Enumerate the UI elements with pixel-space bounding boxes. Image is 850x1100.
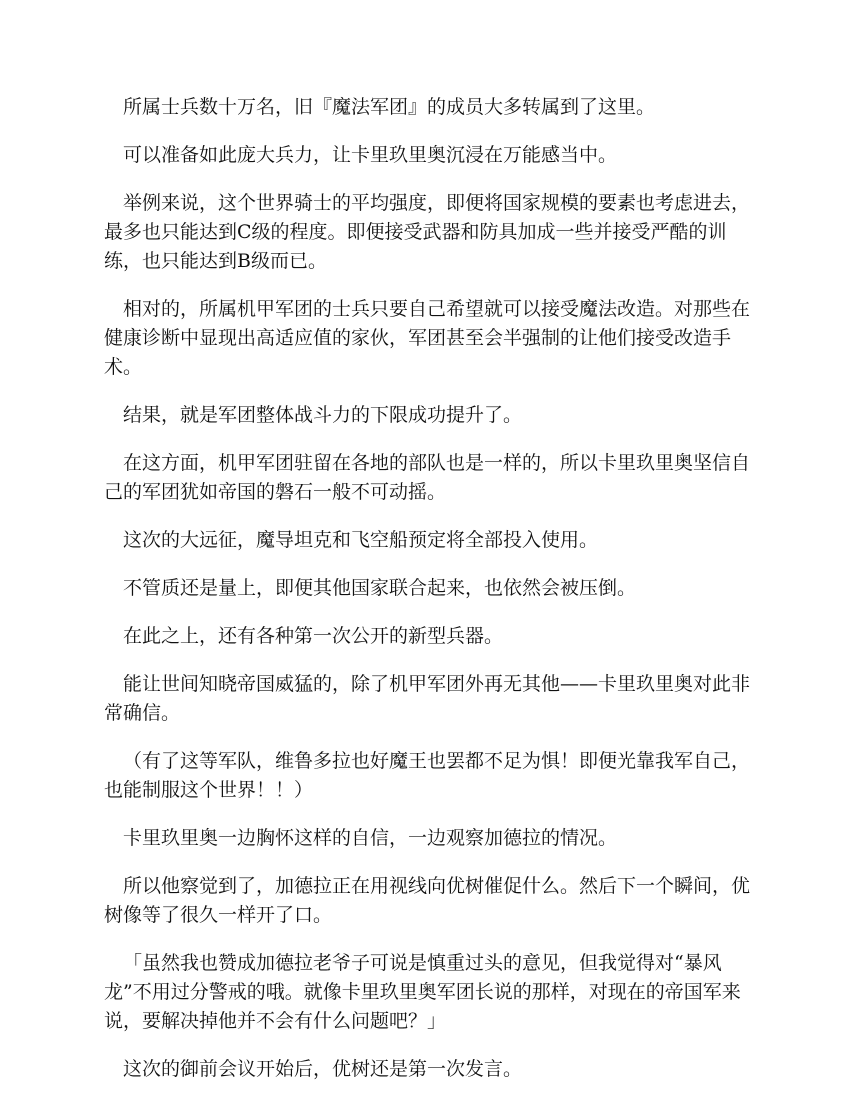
paragraph: （有了这等军队，维鲁多拉也好魔王也罢都不足为惧！即便光靠我军自己，也能制服这个世界！！） <box>104 750 751 801</box>
paragraph: 可以准备如此庞大兵力，让卡里玖里奥沉浸在万能感当中。 <box>123 144 618 166</box>
paragraph: 这次的大远征，魔导坦克和飞空船预定将全部投入使用。 <box>123 529 599 551</box>
paragraph: 在这方面，机甲军团驻留在各地的部队也是一样的，所以卡里玖里奥坚信自己的军团犹如帝国的磐石一般不可动摇。 <box>104 452 751 503</box>
paragraph: 举例来说，这个世界骑士的平均强度，即便将国家规模的要素也考虑进去，最多也只能达到C级的程度。即便接受武器和防具加成一些并接受严酷的训练，也只能达到B级而已。 <box>104 192 751 272</box>
paragraph: 结果，就是军团整体战斗力的下限成功提升了。 <box>123 404 523 426</box>
paragraph: 所属士兵数十万名，旧『魔法军团』的成员大多转属到了这里。 <box>123 96 656 118</box>
paragraph: 所以他察觉到了，加德拉正在用视线向优树催促什么。然后下一个瞬间，优树像等了很久一样开了口。 <box>104 875 751 926</box>
paragraph: 这次的御前会议开始后，优树还是第一次发言。 <box>123 1058 523 1080</box>
paragraph: 相对的，所属机甲军团的士兵只要自己希望就可以接受魔法改造。对那些在健康诊断中显现出高适应值的家伙，军团甚至会半强制的让他们接受改造手术。 <box>104 298 751 378</box>
paragraph: 能让世间知晓帝国威猛的，除了机甲军团外再无其他——卡里玖里奥对此非常确信。 <box>104 673 751 724</box>
paragraph: 「虽然我也赞成加德拉老爷子可说是慎重过头的意见，但我觉得对“暴风龙”不用过分警戒的哦。就像卡里玖里奥军团长说的那样，对现在的帝国军来说，要解决掉他并不会有什么问题吧？」 <box>104 952 741 1032</box>
paragraph: 不管质还是量上，即便其他国家联合起来，也依然会被压倒。 <box>123 577 637 599</box>
paragraph: 在此之上，还有各种第一次公开的新型兵器。 <box>123 625 504 647</box>
paragraph: 卡里玖里奥一边胸怀这样的自信，一边观察加德拉的情况。 <box>123 827 618 849</box>
